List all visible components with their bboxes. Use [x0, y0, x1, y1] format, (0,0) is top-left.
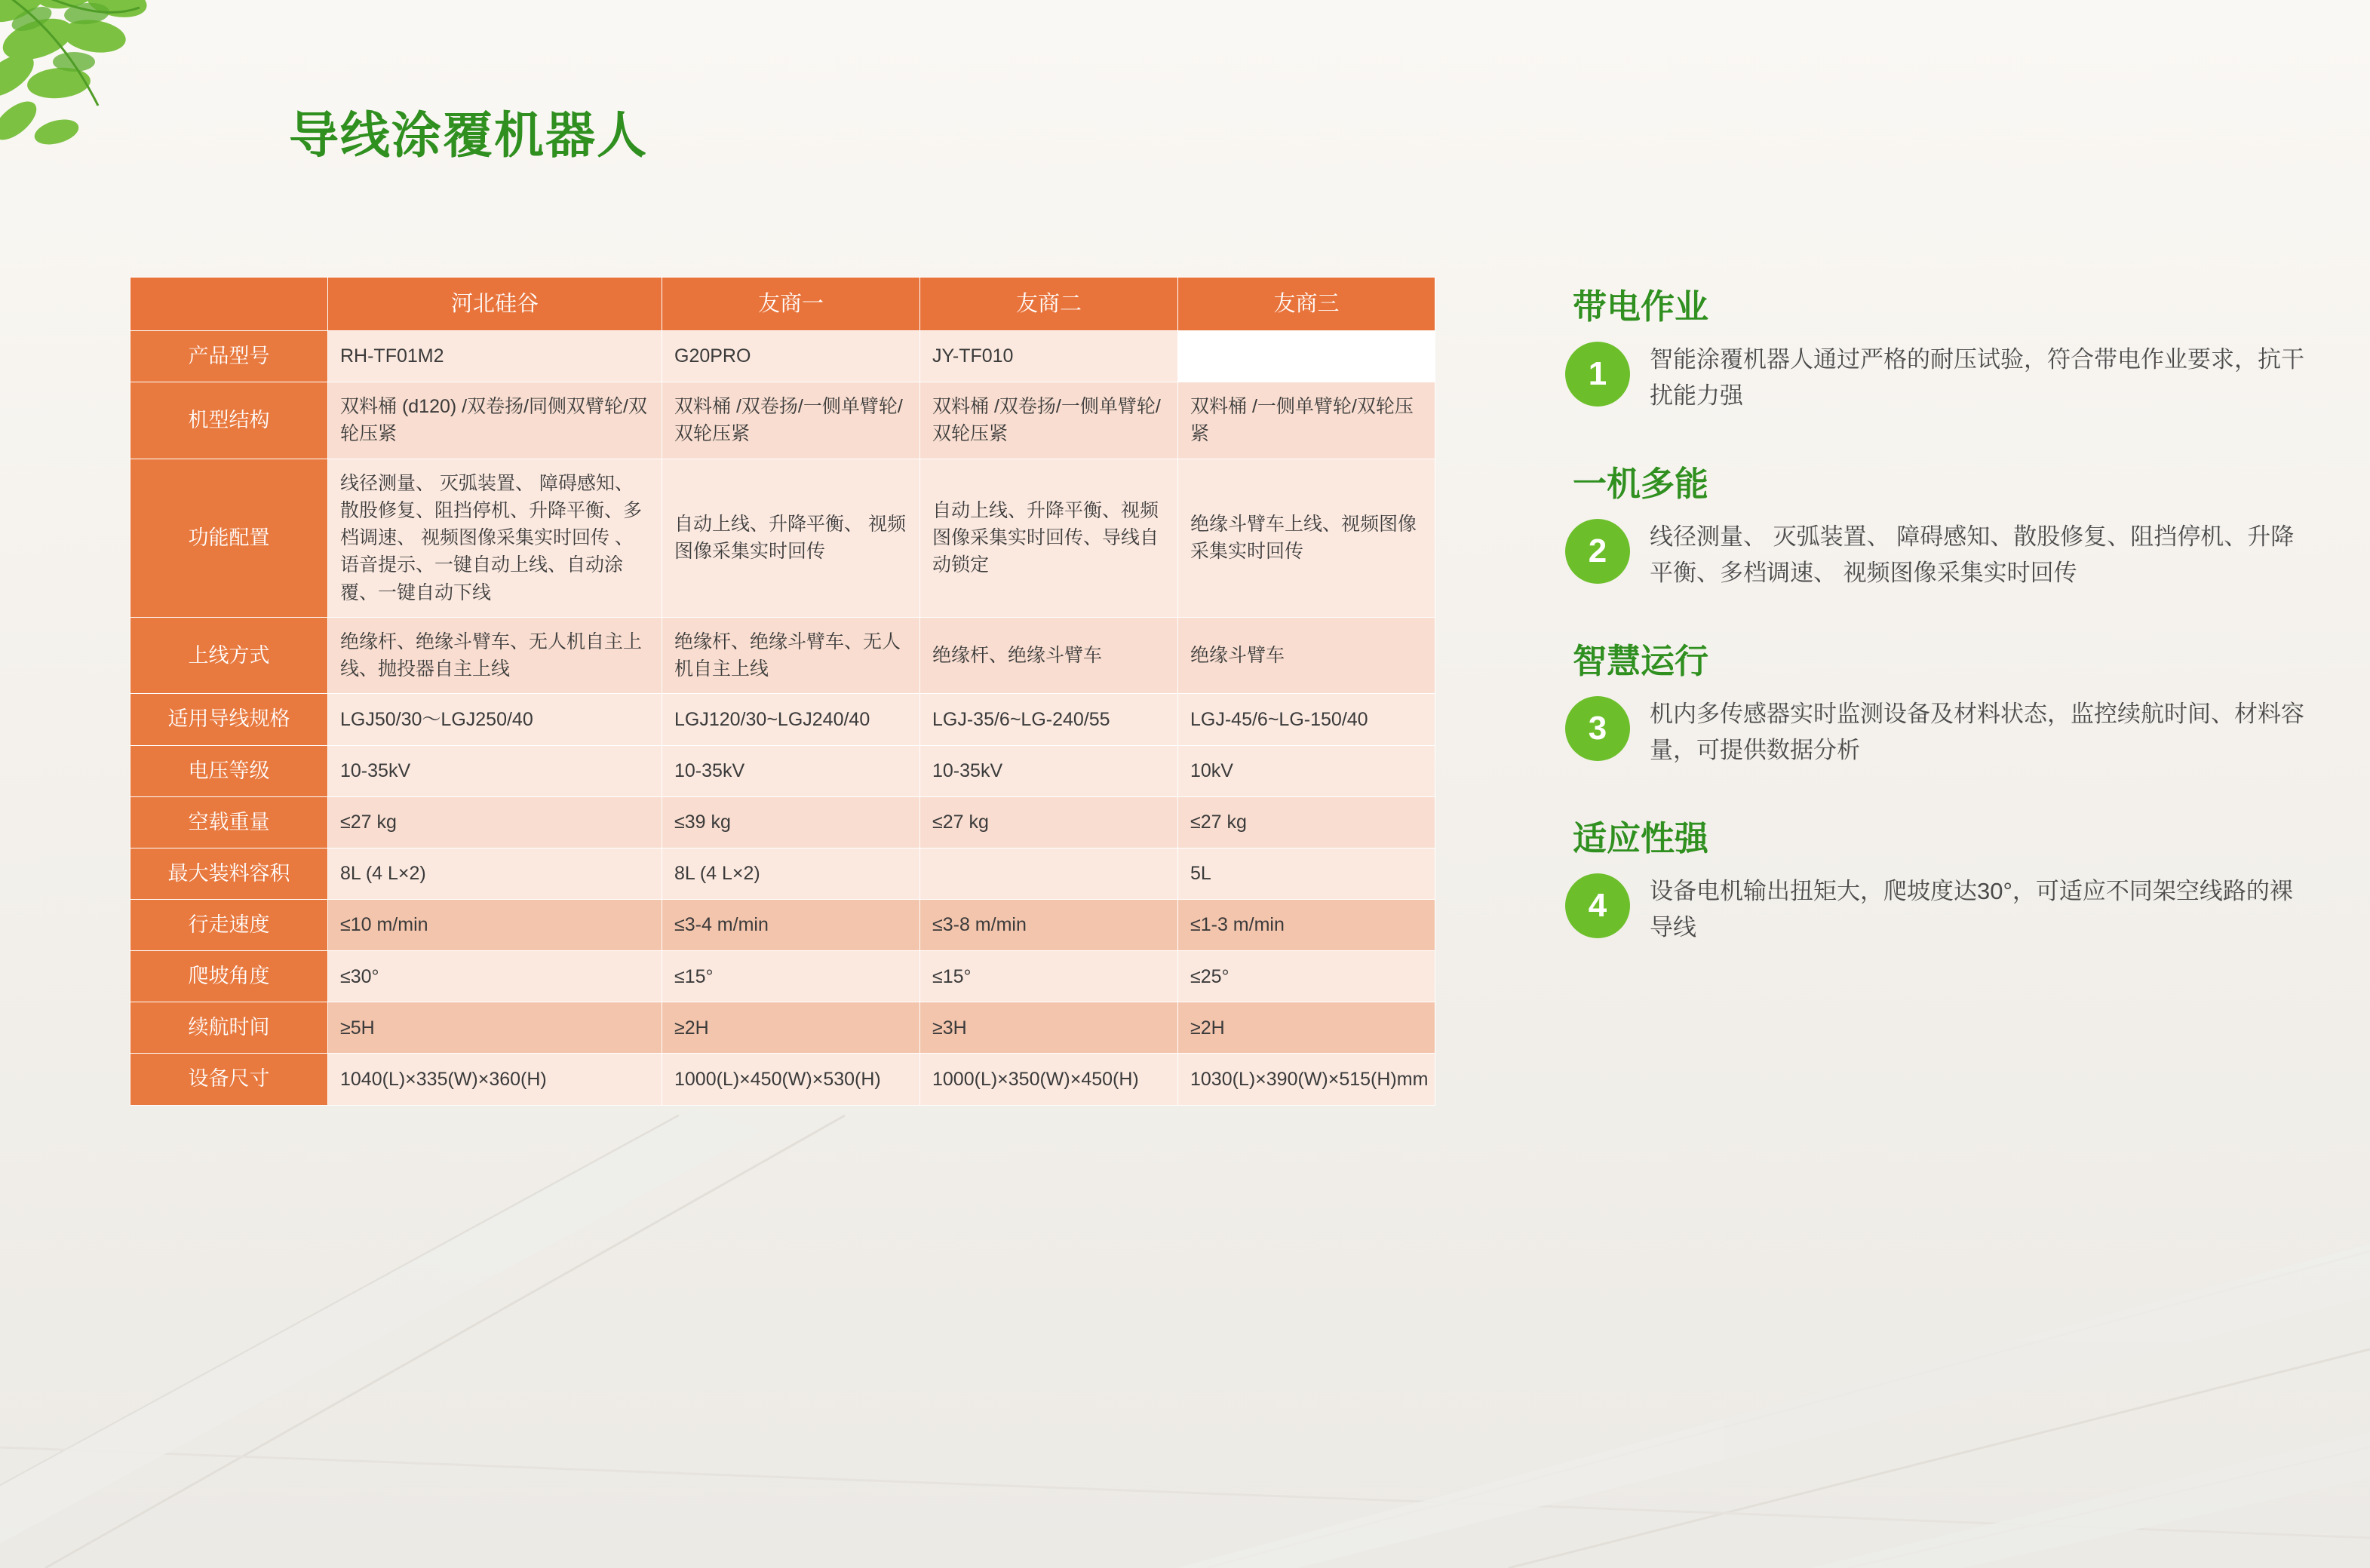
- table-cell: ≤15°: [662, 951, 920, 1002]
- row-label: 空载重量: [130, 796, 328, 848]
- feature-item-3: [1565, 634, 2312, 769]
- table-cell: G20PRO: [662, 331, 920, 382]
- table-cell: LGJ-45/6~LG-150/40: [1178, 694, 1435, 745]
- table-cell: [1178, 331, 1435, 382]
- table-cell: 10-35kV: [328, 745, 662, 796]
- table-cell: ≤3-4 m/min: [662, 900, 920, 951]
- feature-list: [1565, 279, 2312, 988]
- table-cell: 绝缘杆、绝缘斗臂车: [920, 617, 1178, 694]
- table-row: [130, 382, 1435, 459]
- feature-item-1: [1565, 279, 2312, 414]
- feature-number-badge: 3: [1565, 696, 1630, 761]
- row-label: 适用导线规格: [130, 694, 328, 745]
- feature-description: 智能涂覆机器人通过严格的耐压试验，符合带电作业要求，抗干扰能力强: [1650, 346, 2304, 410]
- table-cell: 绝缘斗臂车上线、视频图像采集实时回传: [1178, 459, 1435, 617]
- table-header-col-1: 河北硅谷: [328, 278, 662, 331]
- table-cell: 1000(L)×350(W)×450(H): [920, 1054, 1178, 1105]
- table-cell: 8L (4 L×2): [328, 848, 662, 899]
- row-label: 电压等级: [130, 745, 328, 796]
- table-cell: 自动上线、升降平衡、 视频图像采集实时回传: [662, 459, 920, 617]
- row-label: 续航时间: [130, 1002, 328, 1054]
- table-cell: 8L (4 L×2): [662, 848, 920, 899]
- feature-title: 带电作业: [1573, 287, 1709, 326]
- row-label: 最大装料容积: [130, 848, 328, 899]
- table-cell: 绝缘杆、绝缘斗臂车、无人机自主上线: [662, 617, 920, 694]
- table-cell: 线径测量、 灭弧装置、 障碍感知、散股修复、阻挡停机、升降平衡、多档调速、 视频图像采集实时回传 、语音提示、一键自动上线、自动涂覆、一键自动下线: [328, 459, 662, 617]
- feature-number-badge: 4: [1565, 873, 1630, 938]
- table-row: [130, 745, 1435, 796]
- table-row: [130, 617, 1435, 694]
- table-row: [130, 459, 1435, 617]
- table-cell: 1040(L)×335(W)×360(H): [328, 1054, 662, 1105]
- row-label: 爬坡角度: [130, 951, 328, 1002]
- feature-description: 设备电机输出扭矩大，爬坡度达30°，可适应不同架空线路的裸导线: [1650, 878, 2293, 941]
- table-cell: ≤27 kg: [1178, 796, 1435, 848]
- feature-title: 智慧运行: [1573, 642, 1709, 681]
- table-cell: ≥3H: [920, 1002, 1178, 1054]
- table-cell: LGJ50/30～LGJ250/40: [328, 694, 662, 745]
- table-header-col-2: 友商一: [662, 278, 920, 331]
- table-cell: ≥2H: [1178, 1002, 1435, 1054]
- table-header-col-4: 友商三: [1178, 278, 1435, 331]
- table-cell: 双料桶 /双卷扬/一侧单臂轮/双轮压紧: [662, 382, 920, 459]
- table-cell: 双料桶 /双卷扬/一侧单臂轮/双轮压紧: [920, 382, 1178, 459]
- table-row: [130, 951, 1435, 1002]
- table-cell: ≤25°: [1178, 951, 1435, 1002]
- table-cell: 双料桶 /一侧单臂轮/双轮压紧: [1178, 382, 1435, 459]
- row-label: 产品型号: [130, 331, 328, 382]
- table-row: [130, 848, 1435, 899]
- feature-title: 一机多能: [1573, 465, 1709, 504]
- table-cell: [920, 848, 1178, 899]
- table-cell: RH-TF01M2: [328, 331, 662, 382]
- table-cell: ≤10 m/min: [328, 900, 662, 951]
- table-header-col-3: 友商二: [920, 278, 1178, 331]
- feature-item-4: [1565, 811, 2312, 946]
- feature-description: 线径测量、 灭弧装置、 障碍感知、散股修复、阻挡停机、升降平衡、多档调速、 视频图像采集实时回传: [1650, 523, 2295, 587]
- table-cell: 10kV: [1178, 745, 1435, 796]
- feature-title: 适应性强: [1573, 819, 1709, 858]
- table-cell: 自动上线、升降平衡、视频图像采集实时回传、导线自动锁定: [920, 459, 1178, 617]
- table-cell: ≥5H: [328, 1002, 662, 1054]
- table-row: [130, 796, 1435, 848]
- table-cell: ≤39 kg: [662, 796, 920, 848]
- table-row: [130, 1002, 1435, 1054]
- table-cell: ≤27 kg: [328, 796, 662, 848]
- leaf-decoration-icon: [0, 0, 234, 204]
- table-cell: ≤1-3 m/min: [1178, 900, 1435, 951]
- feature-item-2: [1565, 456, 2312, 591]
- feature-description: 机内多传感器实时监测设备及材料状态，监控续航时间、材料容量，可提供数据分析: [1650, 701, 2304, 764]
- table-cell: 绝缘杆、绝缘斗臂车、无人机自主上线、抛投器自主上线: [328, 617, 662, 694]
- table-cell: ≤15°: [920, 951, 1178, 1002]
- table-header-corner: [130, 278, 328, 331]
- table-cell: ≤27 kg: [920, 796, 1178, 848]
- table-cell: JY-TF010: [920, 331, 1178, 382]
- table-cell: ≤3-8 m/min: [920, 900, 1178, 951]
- table-row: [130, 694, 1435, 745]
- table-cell: 10-35kV: [662, 745, 920, 796]
- table-cell: 5L: [1178, 848, 1435, 899]
- table-cell: 10-35kV: [920, 745, 1178, 796]
- row-label: 设备尺寸: [130, 1054, 328, 1105]
- table-row: [130, 1054, 1435, 1105]
- table-header-row: [130, 278, 1435, 331]
- table-cell: ≤30°: [328, 951, 662, 1002]
- table-cell: 双料桶 (d120) /双卷扬/同侧双臂轮/双轮压紧: [328, 382, 662, 459]
- table-cell: LGJ-35/6~LG-240/55: [920, 694, 1178, 745]
- row-label: 机型结构: [130, 382, 328, 459]
- background-road-lines: [0, 1025, 2370, 1568]
- table-cell: 绝缘斗臂车: [1178, 617, 1435, 694]
- specification-table: [130, 277, 1435, 1106]
- table-row: [130, 900, 1435, 951]
- row-label: 功能配置: [130, 459, 328, 617]
- page-title: 导线涂覆机器人: [289, 107, 648, 164]
- table-row: [130, 331, 1435, 382]
- table-cell: 1000(L)×450(W)×530(H): [662, 1054, 920, 1105]
- table-cell: 1030(L)×390(W)×515(H)mm: [1178, 1054, 1435, 1105]
- feature-number-badge: 1: [1565, 342, 1630, 407]
- feature-number-badge: 2: [1565, 519, 1630, 584]
- row-label: 上线方式: [130, 617, 328, 694]
- table-cell: LGJ120/30~LGJ240/40: [662, 694, 920, 745]
- row-label: 行走速度: [130, 900, 328, 951]
- table-cell: ≥2H: [662, 1002, 920, 1054]
